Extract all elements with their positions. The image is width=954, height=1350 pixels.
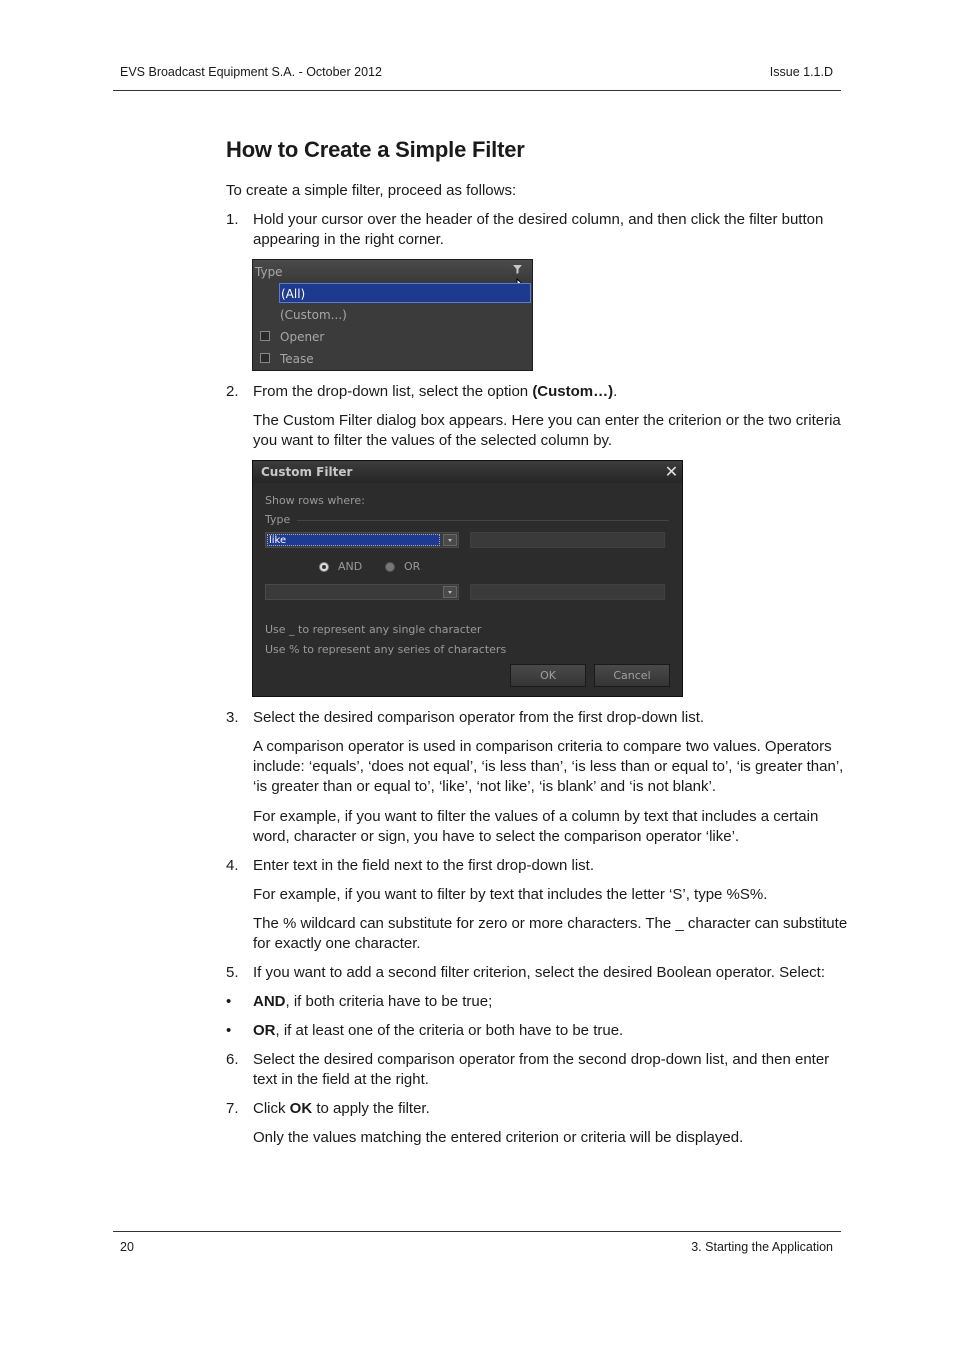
- value-2-input[interactable]: [470, 584, 665, 600]
- filter-option-label: Tease: [280, 352, 314, 366]
- filter-option-custom[interactable]: [279, 305, 531, 325]
- funnel-icon[interactable]: [513, 265, 522, 274]
- filter-dropdown-screenshot: [252, 259, 533, 371]
- page-header-right: Issue 1.1.D: [769, 65, 833, 79]
- step-7-bold: OK: [289, 1100, 313, 1117]
- operator-1-select[interactable]: [265, 532, 459, 548]
- header-rule: [113, 90, 841, 91]
- custom-filter-dialog: [252, 460, 683, 697]
- chevron-down-icon[interactable]: [443, 534, 457, 546]
- close-icon[interactable]: ✕: [664, 462, 679, 481]
- step-4-text: Enter text in the field next to the first drop-down list.: [253, 857, 595, 874]
- step-1-number: 1.: [226, 211, 239, 228]
- dialog-titlebar: [253, 461, 682, 483]
- filter-option-tease[interactable]: [279, 349, 531, 369]
- show-rows-label: Show rows where:: [265, 494, 365, 507]
- step-3-para-2: For example, if you want to filter the values of a column by text that includes a certain word, character or sign, you have to select the comparison operator ‘like’.: [253, 808, 819, 845]
- and-label: AND: [338, 560, 363, 573]
- step-6-number: 6.: [226, 1051, 239, 1068]
- column-header[interactable]: [253, 260, 532, 282]
- step-2-text: [253, 382, 848, 402]
- bullet-or-bold: OR: [253, 1022, 276, 1039]
- step-7-para: Only the values matching the entered criterion or criteria will be displayed.: [253, 1129, 744, 1146]
- step-3-para-1: A comparison operator is used in comparison criteria to compare two values. Operators include: ‘equals’, ‘does not equal’, ‘is less than’, ‘is less than or equal to’, ‘is greater than’, ‘is greater than or equal to’, ‘like’, ‘not like’, ‘is blank’ and ‘is not blank’.: [253, 738, 844, 795]
- filter-option-label: (Custom...): [280, 308, 347, 322]
- bullet-or-text: [253, 1021, 848, 1041]
- section-title: How to Create a Simple Filter: [226, 137, 525, 162]
- step-7-number: 7.: [226, 1100, 239, 1117]
- bullet-and-symbol: •: [226, 993, 232, 1010]
- bullet-or-symbol: •: [226, 1022, 232, 1039]
- footer-rule: [113, 1231, 841, 1232]
- step-5-number: 5.: [226, 964, 239, 981]
- and-radio[interactable]: [319, 562, 329, 572]
- step-1-text: Hold your cursor over the header of the desired column, and then click the filter button appearing in the right corner.: [253, 211, 824, 248]
- operator-1-value: like: [267, 534, 440, 546]
- step-2-text-before: From the drop-down list, select the option: [253, 383, 533, 400]
- bullet-and-rest: , if both criteria have to be true;: [285, 993, 493, 1010]
- page-number: 20: [120, 1240, 134, 1254]
- filter-option-opener[interactable]: [279, 327, 531, 347]
- opener-checkbox[interactable]: [260, 331, 270, 341]
- step-4-para-2: The % wildcard can substitute for zero or more characters. The _ character can substitute for exactly one character.: [253, 915, 848, 952]
- filter-option-label: Opener: [280, 330, 325, 344]
- step-7-text-before: Click: [253, 1100, 290, 1117]
- step-6-text: Select the desired comparison operator from the second drop-down list, and then enter text in the field at the right.: [253, 1051, 830, 1088]
- step-2-number: 2.: [226, 383, 239, 400]
- operator-2-select[interactable]: [265, 584, 459, 600]
- filter-option-label: (All): [281, 287, 306, 301]
- step-7-text-after: to apply the filter.: [312, 1100, 430, 1117]
- step-2-text-after: .: [613, 383, 618, 400]
- or-label: OR: [404, 560, 421, 573]
- value-1-input[interactable]: [470, 532, 665, 548]
- step-4-para-1: For example, if you want to filter by text that includes the letter ‘S’, type %S%.: [253, 886, 768, 903]
- chevron-down-icon[interactable]: [443, 586, 457, 598]
- ok-button[interactable]: OK: [510, 664, 586, 687]
- step-7-text: [253, 1099, 848, 1119]
- step-3-text: Select the desired comparison operator from the first drop-down list.: [253, 709, 705, 726]
- column-header-label: Type: [255, 265, 283, 279]
- step-2-bold: (Custom…): [532, 383, 614, 400]
- cancel-button[interactable]: Cancel: [594, 664, 670, 687]
- bullet-and-bold: AND: [253, 993, 286, 1010]
- tease-checkbox[interactable]: [260, 353, 270, 363]
- dialog-title: Custom Filter: [261, 465, 353, 479]
- step-2-para: The Custom Filter dialog box appears. Here you can enter the criterion or the two criteria you want to filter the values of the selected column by.: [253, 412, 841, 449]
- or-radio[interactable]: [385, 562, 395, 572]
- hint-series-chars: Use % to represent any series of characters: [265, 643, 507, 656]
- intro-text: To create a simple filter, proceed as follows:: [226, 182, 517, 199]
- hint-single-char: Use _ to represent any single character: [265, 623, 482, 636]
- divider: [297, 520, 669, 521]
- column-name-label: Type: [265, 513, 291, 526]
- page-header-left: EVS Broadcast Equipment S.A. - October 2012: [120, 65, 382, 79]
- bullet-or-rest: , if at least one of the criteria or both have to be true.: [275, 1022, 624, 1039]
- bullet-and-text: [253, 992, 848, 1012]
- step-5-text: If you want to add a second filter criterion, select the desired Boolean operator. Select:: [253, 964, 825, 981]
- filter-option-all[interactable]: [279, 283, 531, 303]
- step-4-number: 4.: [226, 857, 239, 874]
- chapter-name: 3. Starting the Application: [691, 1240, 833, 1254]
- step-3-number: 3.: [226, 709, 239, 726]
